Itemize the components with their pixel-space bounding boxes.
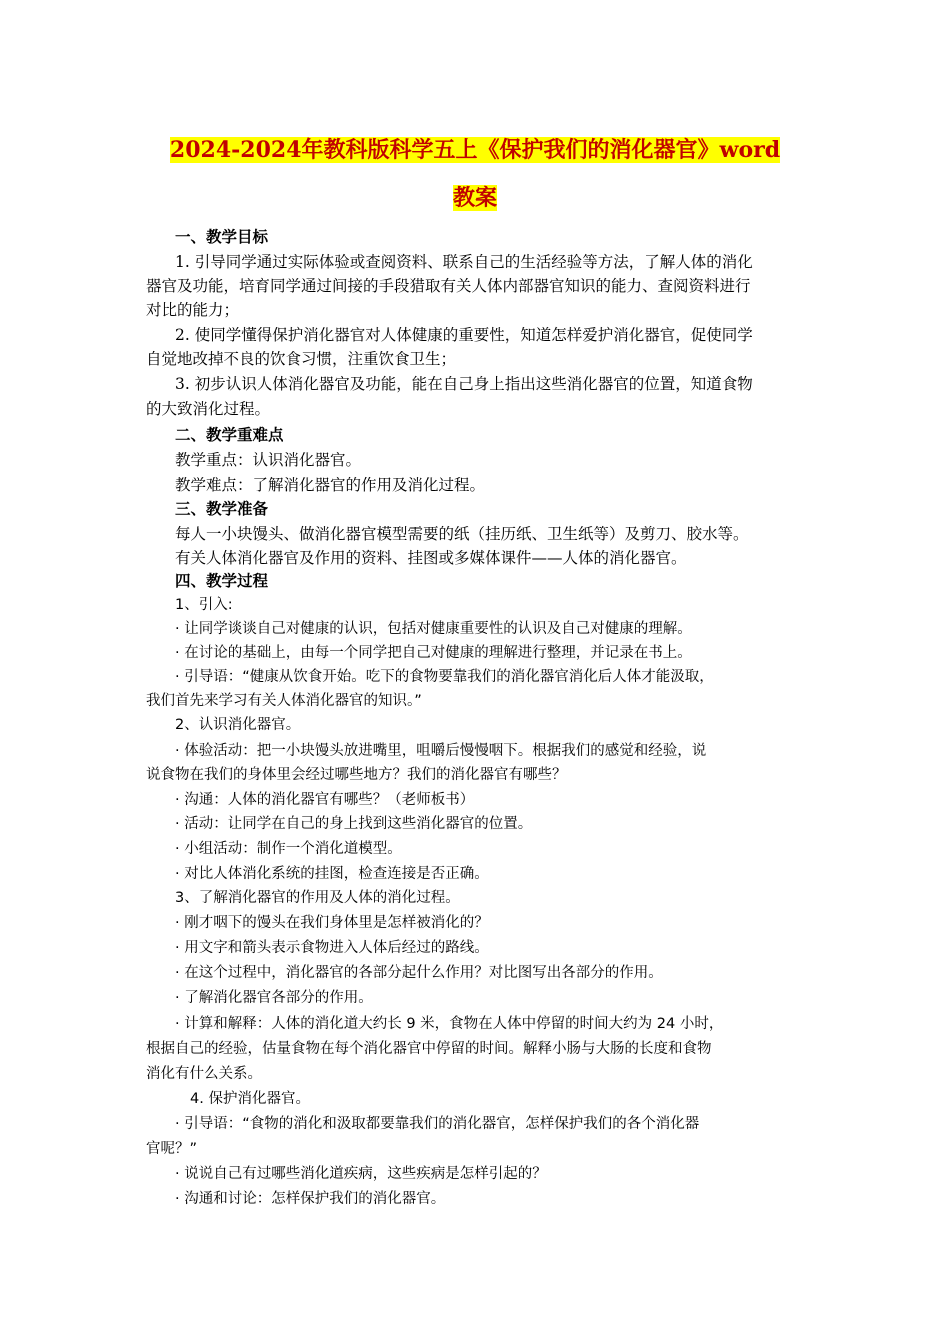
paragraph-line: 教学重点：认识消化器官。 bbox=[175, 451, 362, 469]
paragraph-line: 1. 引导同学通过实际体验或查阅资料、联系自己的生活经验等方法，了解人体的消化 bbox=[175, 253, 753, 271]
paragraph-line: 对比的能力； bbox=[146, 301, 240, 319]
bullet-item: · 引导语：“食物的消化和汲取都要靠我们的消化器官，怎样保护我们的各个消化器 bbox=[175, 1116, 700, 1132]
bullet-item: · 刚才咽下的馒头在我们身体里是怎样被消化的？ bbox=[175, 915, 489, 931]
bullet-item: · 了解消化器官各部分的作用。 bbox=[175, 990, 373, 1006]
bullet-item: · 小组活动：制作一个消化道模型。 bbox=[175, 841, 402, 857]
bullet-item: · 对比人体消化系统的挂图，检查连接是否正确。 bbox=[175, 866, 489, 882]
bullet-item: · 沟通和讨论：怎样保护我们的消化器官。 bbox=[175, 1191, 446, 1207]
section-heading-key-points: 二、教学重难点 bbox=[175, 426, 284, 444]
paragraph-line: 有关人体消化器官及作用的资料、挂图或多媒体课件——人体的消化器官。 bbox=[175, 549, 687, 567]
paragraph-line: 官呢？” bbox=[146, 1141, 198, 1157]
paragraph-line: 消化有什么关系。 bbox=[146, 1066, 262, 1082]
paragraph-line: 2. 使同学懂得保护消化器官对人体健康的重要性，知道怎样爱护消化器官，促使同学 bbox=[175, 326, 753, 344]
paragraph-line: 自觉地改掉不良的饮食习惯，注重饮食卫生； bbox=[146, 350, 457, 368]
paragraph-line: 教学难点：了解消化器官的作用及消化过程。 bbox=[175, 476, 486, 494]
paragraph-line: 我们首先来学习有关人体消化器官的知识。” bbox=[146, 693, 422, 709]
paragraph-line: 器官及功能，培育同学通过间接的手段猎取有关人体内部器官知识的能力、查阅资料进行 bbox=[146, 277, 751, 295]
bullet-item: · 体验活动：把一小块馒头放进嘴里，咀嚼后慢慢咽下。根据我们的感觉和经验，说 bbox=[175, 743, 707, 759]
bullet-item: · 在讨论的基础上，由每一个同学把自己对健康的理解进行整理，并记录在书上。 bbox=[175, 645, 692, 661]
section-heading-process: 四、教学过程 bbox=[175, 572, 269, 590]
bullet-item: · 沟通：人体的消化器官有哪些？（老师板书） bbox=[175, 792, 475, 808]
bullet-item: · 让同学谈谈自己对健康的认识，包括对健康重要性的认识及自己对健康的理解。 bbox=[175, 621, 692, 637]
document-title-line-1: 2024-2024年教科版科学五上《保护我们的消化器官》word bbox=[169, 137, 781, 163]
paragraph-line: 3. 初步认识人体消化器官及功能，能在自己身上指出这些消化器官的位置，知道食物 bbox=[175, 375, 753, 393]
bullet-item: · 活动：让同学在自己的身上找到这些消化器官的位置。 bbox=[175, 816, 533, 832]
subsection-heading: 1、引入: bbox=[175, 597, 233, 613]
subsection-heading: 4. 保护消化器官。 bbox=[190, 1091, 310, 1107]
bullet-item: · 计算和解释：人体的消化道大约长 9 米，食物在人体中停留的时间大约为 24 小时， bbox=[175, 1016, 724, 1032]
bullet-item: · 引导语：“健康从饮食开始。吃下的食物要靠我们的消化器官消化后人体才能汲取， bbox=[175, 669, 714, 685]
bullet-item: · 说说自己有过哪些消化道疾病，这些疾病是怎样引起的？ bbox=[175, 1166, 547, 1182]
subsection-heading: 2、认识消化器官。 bbox=[175, 717, 301, 733]
paragraph-line: 根据自己的经验，估量食物在每个消化器官中停留的时间。解释小肠与大肠的长度和食物 bbox=[146, 1041, 712, 1057]
section-heading-preparation: 三、教学准备 bbox=[175, 500, 269, 518]
paragraph-line: 说食物在我们的身体里会经过哪些地方？我们的消化器官有哪些？ bbox=[146, 767, 567, 783]
subsection-heading: 3、了解消化器官的作用及人体的消化过程。 bbox=[175, 890, 460, 906]
section-heading-objectives: 一、教学目标 bbox=[175, 228, 269, 246]
bullet-item: · 在这个过程中，消化器官的各部分起什么作用？对比图写出各部分的作用。 bbox=[175, 965, 663, 981]
bullet-item: · 用文字和箭头表示食物进入人体后经过的路线。 bbox=[175, 940, 489, 956]
document-title-line-2: 教案 bbox=[452, 185, 497, 211]
paragraph-line: 每人一小块馒头、做消化器官模型需要的纸（挂历纸、卫生纸等）及剪刀、胶水等。 bbox=[175, 525, 749, 543]
paragraph-line: 的大致消化过程。 bbox=[146, 400, 271, 418]
